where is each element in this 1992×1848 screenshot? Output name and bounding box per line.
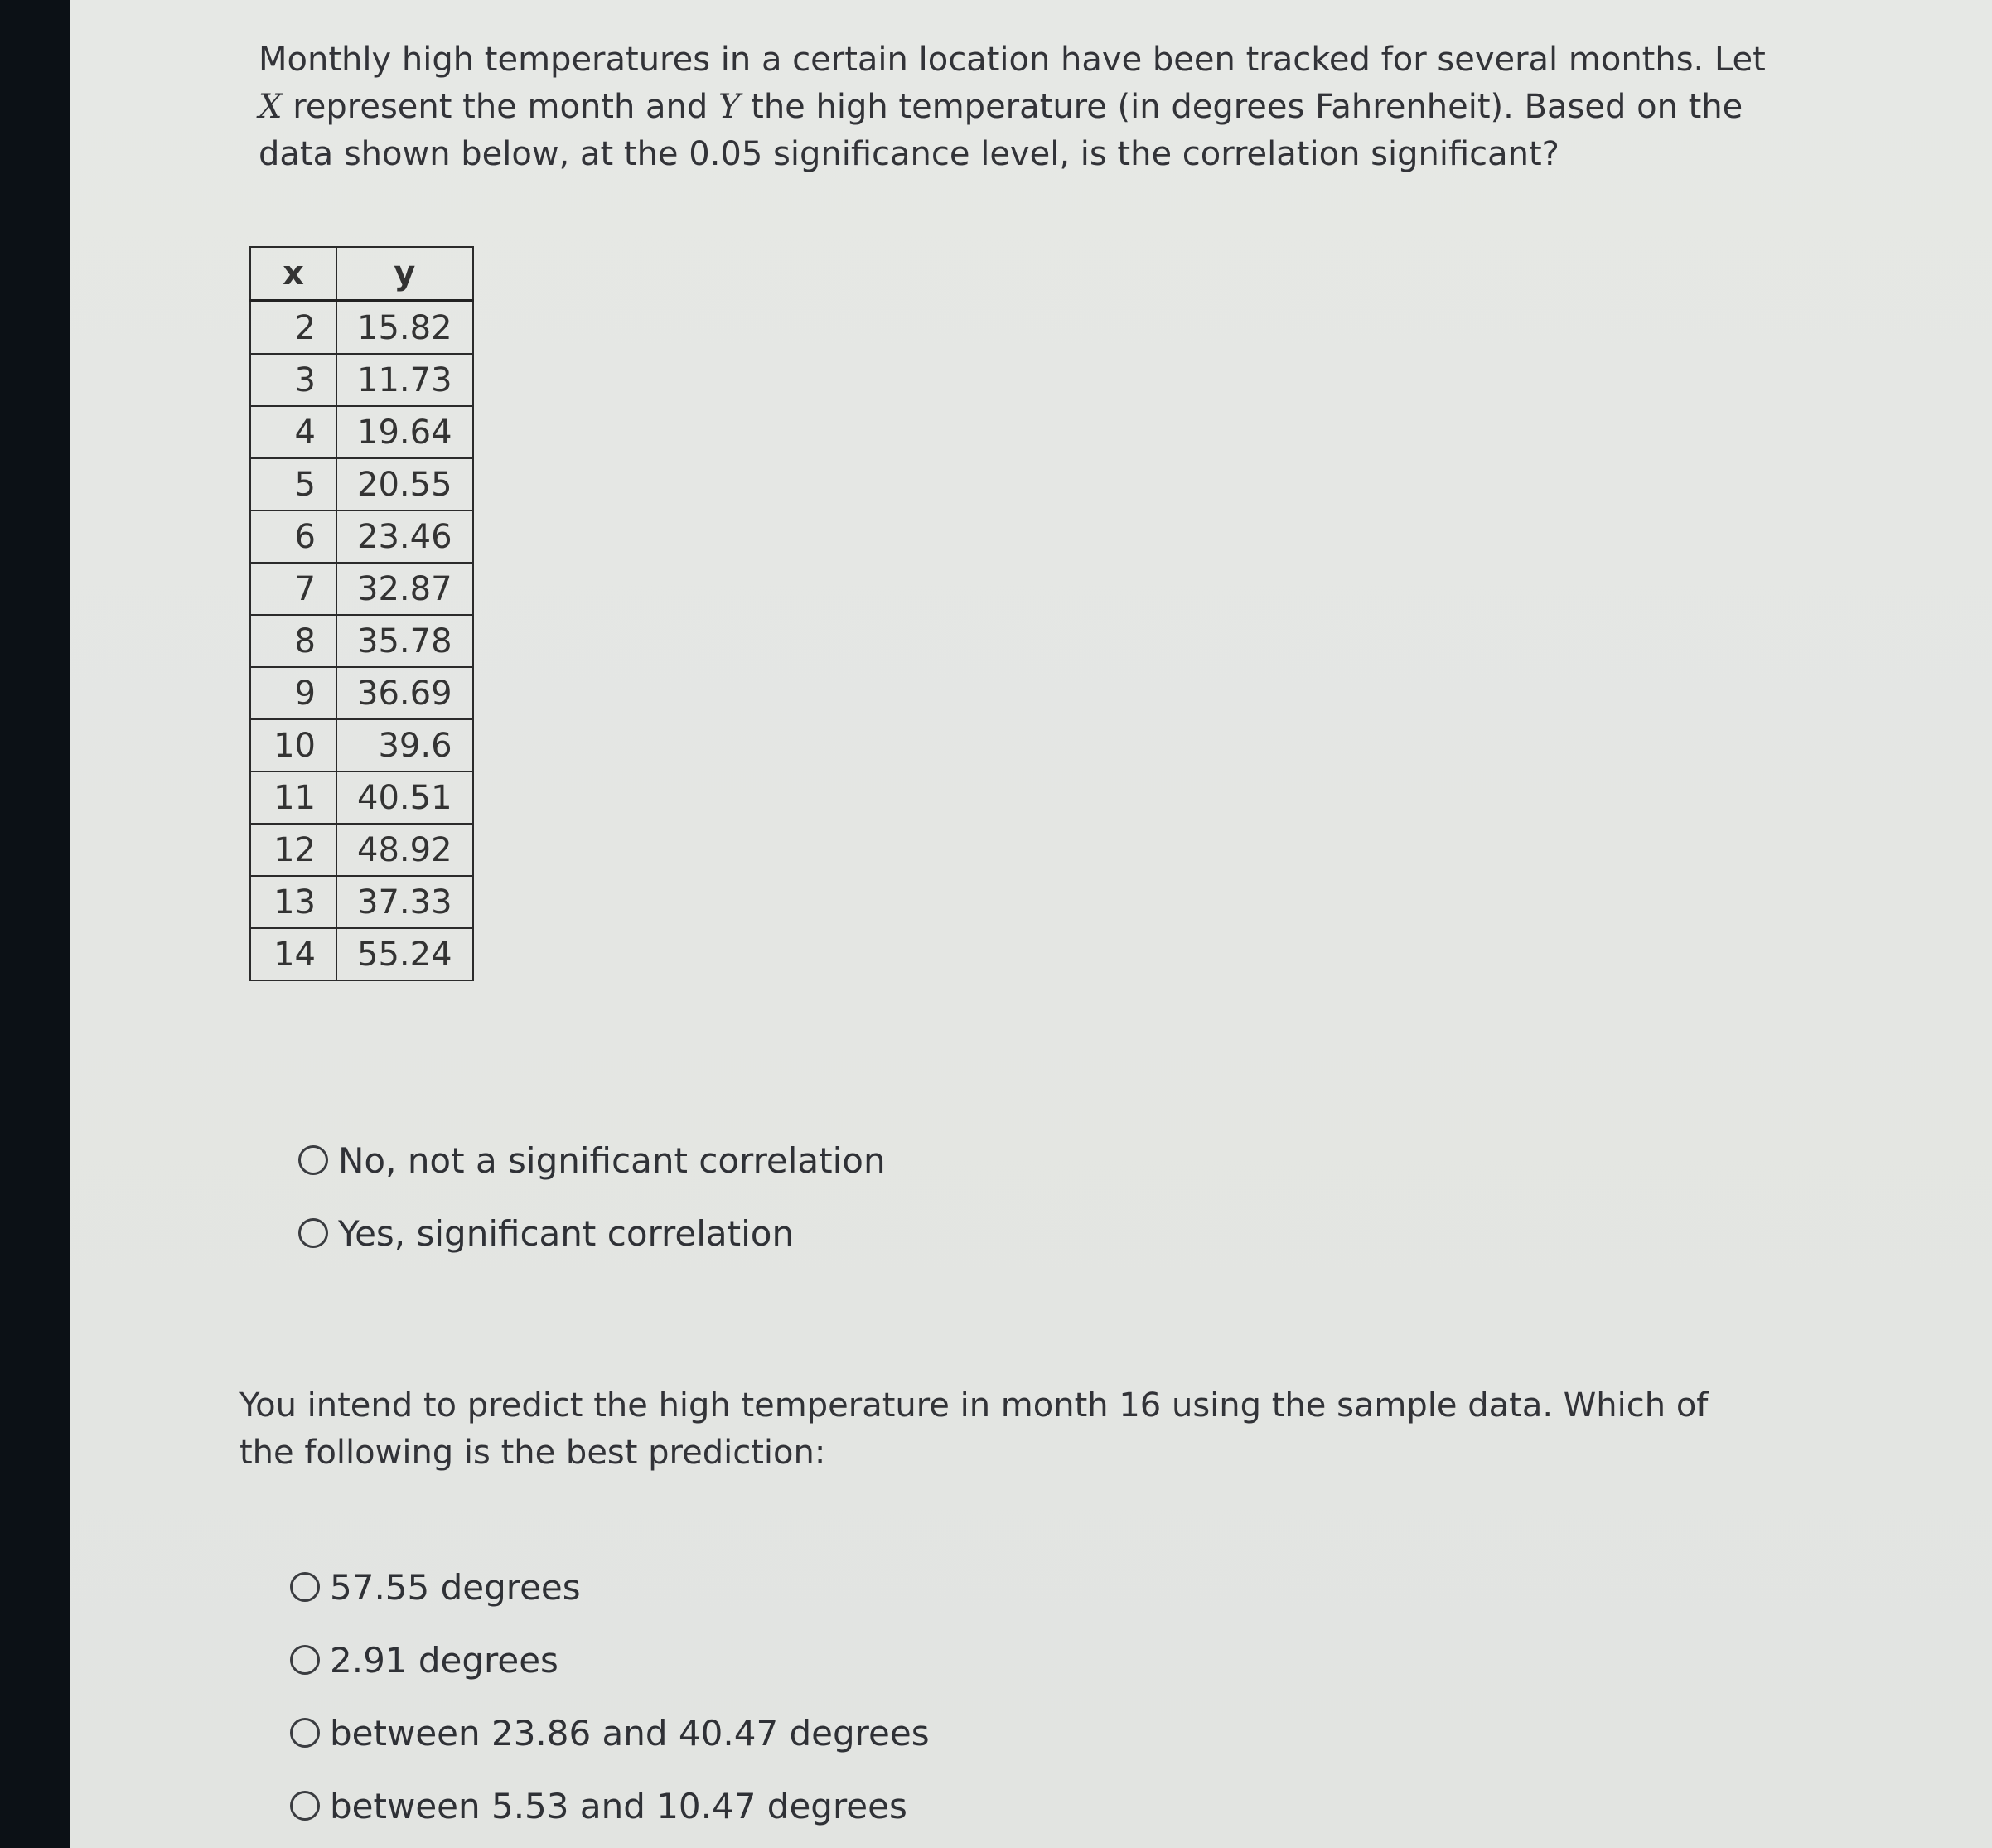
table-row <box>250 510 473 563</box>
table-row <box>250 301 473 354</box>
table-row <box>250 772 473 824</box>
cell-y: 23.46 <box>336 510 473 563</box>
option-57-55-degrees[interactable] <box>290 1550 930 1623</box>
cell-y: 39.6 <box>336 719 473 772</box>
option-label: 57.55 degrees <box>330 1566 581 1608</box>
option-2-91-degrees[interactable] <box>290 1623 930 1696</box>
option-yes-significant[interactable] <box>298 1197 886 1270</box>
table-row <box>250 719 473 772</box>
option-label: between 5.53 and 10.47 degrees <box>330 1785 907 1826</box>
cell-y: 48.92 <box>336 824 473 876</box>
cell-y: 40.51 <box>336 772 473 824</box>
table-row <box>250 928 473 980</box>
table-row <box>250 615 473 667</box>
header-y: y <box>336 247 473 301</box>
table-row <box>250 824 473 876</box>
radio-button[interactable] <box>290 1791 320 1821</box>
cell-y: 19.64 <box>336 406 473 458</box>
option-between-23-86-and-40-47[interactable] <box>290 1696 930 1769</box>
cell-y: 20.55 <box>336 458 473 510</box>
cell-x: 11 <box>250 772 336 824</box>
option-label: between 23.86 and 40.47 degrees <box>330 1712 930 1754</box>
screen-bezel <box>0 0 70 1848</box>
radio-button[interactable] <box>298 1145 328 1175</box>
question-1-text <box>259 36 1775 178</box>
cell-x: 10 <box>250 719 336 772</box>
content-area <box>70 0 1992 1848</box>
cell-x: 9 <box>250 667 336 719</box>
option-between-5-53-and-10-47[interactable] <box>290 1769 930 1842</box>
question-1-text-part-3: the high temperature (in degrees Fahrenheit). Based on the data shown below, at the 0.05 significance level, is the correlation significant? <box>259 88 1743 173</box>
cell-x: 5 <box>250 458 336 510</box>
table-body <box>250 301 473 980</box>
cell-x: 6 <box>250 510 336 563</box>
question-1-text-part-2: represent the month and <box>282 88 719 126</box>
table-row <box>250 406 473 458</box>
cell-x: 4 <box>250 406 336 458</box>
cell-y: 37.33 <box>336 876 473 928</box>
cell-x: 7 <box>250 563 336 615</box>
table-row <box>250 876 473 928</box>
radio-button[interactable] <box>290 1645 320 1675</box>
header-x: x <box>250 247 336 301</box>
table-row <box>250 563 473 615</box>
question-1-text-part-1: Monthly high temperatures in a certain location have been tracked for several months. Let <box>259 41 1766 79</box>
cell-y: 55.24 <box>336 928 473 980</box>
cell-x: 2 <box>250 301 336 354</box>
cell-y: 32.87 <box>336 563 473 615</box>
table-row <box>250 354 473 406</box>
cell-y: 35.78 <box>336 615 473 667</box>
cell-x: 14 <box>250 928 336 980</box>
question-2-options <box>290 1550 930 1842</box>
question-2-text: You intend to predict the high temperature in month 16 using the sample data. Which of the following is the best prediction: <box>239 1386 1709 1472</box>
data-table <box>249 246 474 981</box>
table-header-row <box>250 247 473 301</box>
variable-y: Y <box>718 88 741 126</box>
radio-button[interactable] <box>290 1572 320 1602</box>
option-label: Yes, significant correlation <box>338 1212 795 1254</box>
cell-x: 13 <box>250 876 336 928</box>
option-no-significant[interactable] <box>298 1124 886 1197</box>
cell-y: 11.73 <box>336 354 473 406</box>
cell-y: 36.69 <box>336 667 473 719</box>
table-row <box>250 667 473 719</box>
radio-button[interactable] <box>290 1718 320 1748</box>
question-1-options <box>298 1124 886 1270</box>
cell-x: 8 <box>250 615 336 667</box>
radio-button[interactable] <box>298 1218 328 1248</box>
cell-x: 12 <box>250 824 336 876</box>
cell-x: 3 <box>250 354 336 406</box>
option-label: No, not a significant correlation <box>338 1139 886 1181</box>
cell-y: 15.82 <box>336 301 473 354</box>
option-label: 2.91 degrees <box>330 1639 558 1681</box>
table-row <box>250 458 473 510</box>
variable-x: X <box>259 88 283 126</box>
